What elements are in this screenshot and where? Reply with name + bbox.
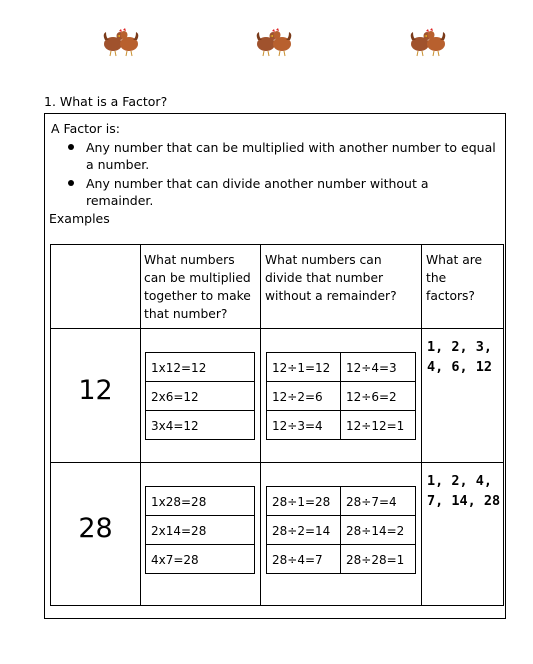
divide-cell: 28÷4=7	[272, 553, 323, 567]
divide-cell: 28÷7=4	[346, 495, 397, 509]
bullet-icon	[68, 144, 74, 150]
multiply-cell: 2x6=12	[151, 390, 199, 404]
question-title: 1. What is a Factor?	[44, 94, 168, 109]
examples-table	[50, 244, 504, 606]
definition-box	[44, 113, 506, 619]
row-number: 28	[78, 513, 113, 544]
divide-cell: 12÷1=12	[272, 361, 331, 375]
multiply-cell: 4x7=28	[151, 553, 199, 567]
hen-icon	[100, 22, 142, 58]
divide-box	[266, 486, 416, 574]
definition-bullet: Any number that can divide another number without a remainder.	[67, 175, 497, 209]
hen-icon	[407, 22, 449, 58]
definition-list	[67, 139, 497, 211]
divide-cell: 12÷6=2	[346, 390, 397, 404]
multiply-cell: 3x4=12	[151, 419, 199, 433]
divide-cell: 28÷28=1	[346, 553, 405, 567]
definition-heading: A Factor is:	[51, 121, 120, 136]
divide-cell: 28÷2=14	[272, 524, 331, 538]
row-number: 12	[78, 375, 113, 406]
factors-answer: 1, 2, 3, 4, 6, 12	[427, 339, 493, 375]
table-divider	[260, 245, 261, 605]
divide-cell: 12÷3=4	[272, 419, 323, 433]
multiply-box	[145, 352, 255, 440]
table-divider	[421, 245, 422, 605]
header-factors: What are the factors?	[426, 253, 483, 303]
table-divider	[51, 462, 503, 463]
multiply-cell: 1x28=28	[151, 495, 207, 509]
table-divider	[140, 245, 141, 605]
factors-answer: 1, 2, 4, 7, 14, 28	[427, 473, 501, 509]
divide-box	[266, 352, 416, 440]
multiply-cell: 1x12=12	[151, 361, 207, 375]
multiply-cell: 2x14=28	[151, 524, 207, 538]
divide-cell: 12÷12=1	[346, 419, 405, 433]
header-multiply: What numbers can be multiplied together to make that number?	[144, 253, 251, 321]
divide-cell: 28÷14=2	[346, 524, 405, 538]
table-divider	[51, 328, 503, 329]
divide-cell: 12÷2=6	[272, 390, 323, 404]
examples-label: Examples	[49, 211, 110, 226]
multiply-box	[145, 486, 255, 574]
divide-cell: 12÷4=3	[346, 361, 397, 375]
header-divide: What numbers can divide that number without a remainder?	[265, 253, 397, 303]
definition-bullet: Any number that can be multiplied with another number to equal a number.	[67, 139, 497, 173]
hen-icon	[253, 22, 295, 58]
divide-cell: 28÷1=28	[272, 495, 331, 509]
bullet-icon	[68, 180, 74, 186]
